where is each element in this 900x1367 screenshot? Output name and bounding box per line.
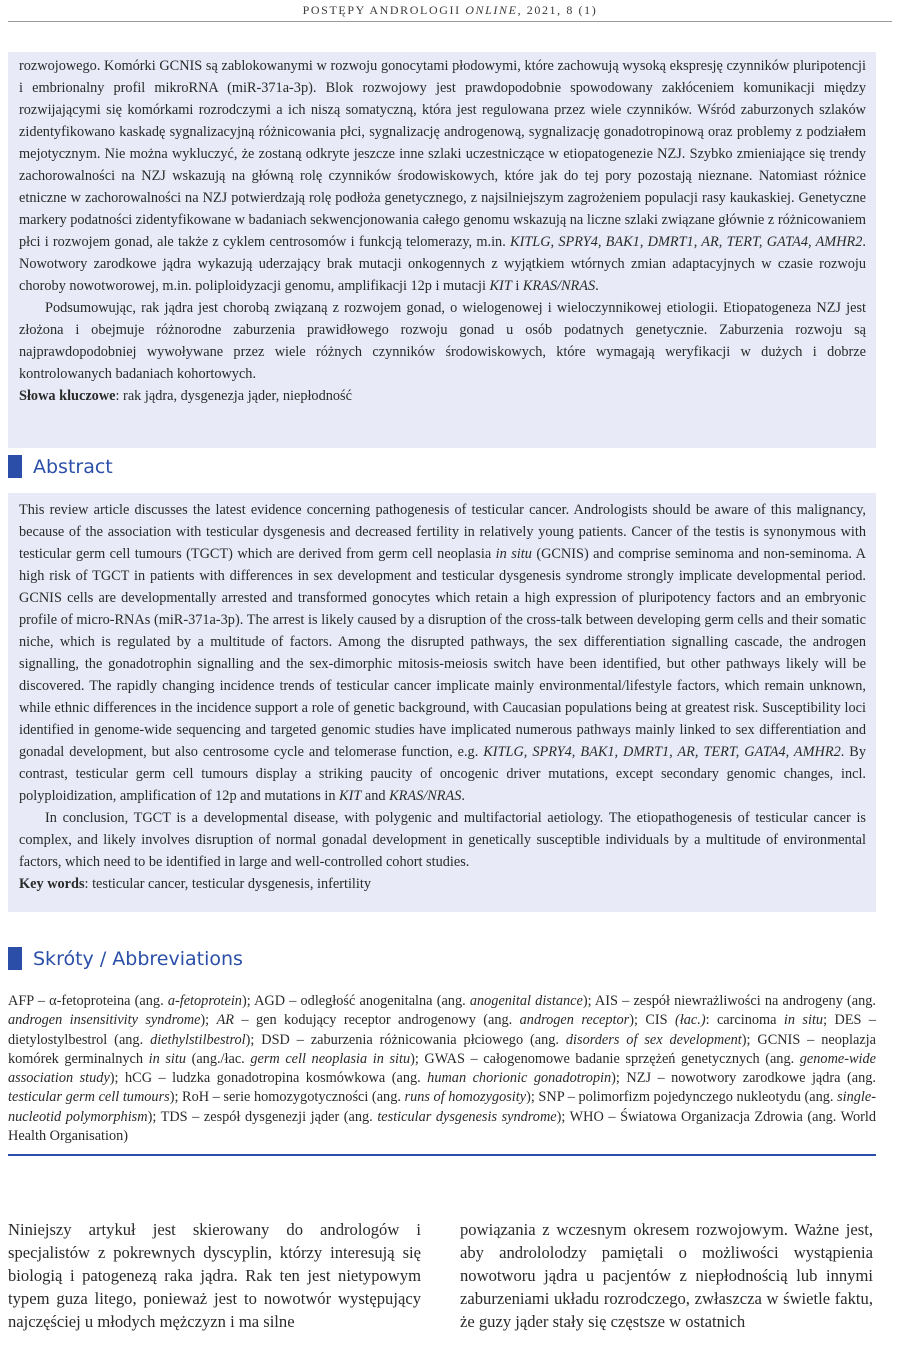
abbreviations-list (8, 992, 876, 1146)
abstract-gene-list: KITLG, SPRY4, BAK1, DMRT1, AR, TERT, GATA4, AMHR2 (483, 744, 841, 760)
heading-marker-icon (8, 947, 22, 970)
abbreviation-term-italic: genome-wide association study (8, 1050, 877, 1087)
polish-keywords-text: : rak jądra, dysgenezja jąder, niepłodność (115, 388, 352, 404)
abbreviation-text: : carcinoma (705, 1012, 784, 1029)
abbreviation-term-italic: androgen receptor (519, 1012, 630, 1029)
abbreviation-text: AFP – α-fetoproteina (ang. (8, 993, 168, 1009)
abstract-text: This review article discusses the latest evidence concerning pathogenesis of testicular cancer. Andrologists should be aware of this malignancy, because of the association with testicular dysgenesis and decreased fertility in relatively young patients. Cancer of the testis is synonymous with testicular germ cell tumours (TGCT) which are derived from germ cell neoplasia (19, 502, 866, 562)
abstract-paragraph-1 (19, 499, 866, 807)
abbreviation-text: ); hCG – ludzka gonadotropina kosmówkowa (ang. (109, 1070, 428, 1087)
abbreviation-text: ); SNP – polimorfizm pojedynczego nukleotydu (ang. (526, 1089, 838, 1106)
polish-gene-kit: KIT (489, 278, 512, 294)
abbreviation-term-italic: (łac.) (675, 1012, 706, 1029)
abbreviation-term-italic: AR (216, 1012, 235, 1029)
abbreviation-text: ); DSD – zaburzenia różnicowania płciowego (ang. (245, 1031, 566, 1048)
journal-issue: , 2021, 8 (1) (517, 3, 598, 17)
abbreviation-term-italic: in situ (783, 1012, 824, 1029)
english-abstract-panel (8, 493, 876, 912)
abstract-keywords-label: Key words (19, 876, 85, 892)
abbreviation-text: ); WHO – Światowa Organizacja Zdrowia (ang. World Health Organisation) (8, 1108, 877, 1145)
abbreviation-term-italic: androgen insensitivity syndrome (8, 1012, 201, 1029)
polish-abstract-paragraph-1 (19, 55, 866, 297)
abbreviation-text: (ang./łac. (185, 1050, 251, 1067)
body-column-left: Niniejszy artykuł jest skierowany do andrologów i specjalistów z pokrewnych dyscyplin, którzy interesują się biologią i patogenezą raka jądra. Rak ten jest nietypowym typem guza litego, ponieważ jest to nowotwór występujący najczęściej u młodych mężczyzn i ma silne (8, 1220, 421, 1331)
abbreviations-rule (8, 1154, 876, 1156)
polish-gene-list: KITLG, SPRY4, BAK1, DMRT1, AR, TERT, GATA4, AMHR2 (510, 234, 863, 250)
polish-abstract-panel (8, 52, 876, 448)
abbreviation-text: – gen kodujący receptor androgenowy (ang. (234, 1012, 520, 1029)
polish-abstract-text: . Nowotwory zarodkowe jądra wykazują uderzający brak mutacji onkogennych z wyjątkiem wtórnych zmian adaptacyjnych w czasie rozwoju choroby nowotworowej, m.in. poliploidyzacji genomu, amplifikacji 12p i mutacji (19, 234, 866, 294)
journal-online: ONLINE (465, 3, 518, 17)
abbreviation-text: ); NZJ – nowotwory zarodkowe jądra (ang. (611, 1070, 876, 1087)
abbreviation-term-italic: a-fetoprotein (167, 993, 242, 1009)
abbreviation-text: ); RoH – serie homozygotyczności (ang. (169, 1089, 405, 1106)
polish-abstract-paragraph-2: Podsumowując, rak jądra jest chorobą związaną z rozwojem gonad, o wielogenowej i wieloczynnikowej etiologii. Etiopatogeneza NZJ jest złożona i obejmuje różnorodne zaburzenia prawidłowego rozwoju gonad u osób podatnych genetycznie. Zaburzenia rozwoju są najprawdopodobniej wywoływane przez wiele różnych czynników środowiskowych, które wymagają weryfikacji w dużych i dobrze kontrolowanych badaniach kohortowych. (19, 300, 866, 382)
polish-keywords-label: Słowa kluczowe (19, 388, 116, 404)
polish-keywords (19, 385, 866, 407)
body-column-right: powiązania z wczesnym okresem rozwojowym. Ważne jest, aby andrololodzy pamiętali o możliwości wystąpienia nowotworu jądra u pacjentów z niepłodnością lub innymi zaburzeniami układu rozrodczego, zwłaszcza w świetle faktu, że guzy jąder stały się częstsze w ostatnich (460, 1220, 873, 1331)
abbreviation-term-italic: disorders of sex development (565, 1031, 742, 1048)
abbreviation-term-italic: germ cell neoplasia in situ (250, 1050, 411, 1067)
abstract-gene-kras: KRAS/NRAS (389, 788, 462, 804)
abstract-text: . (461, 788, 465, 804)
abbreviation-term-italic: diethylstilbestrol (150, 1031, 246, 1048)
abbreviation-text: ); GCNIS – neoplazja komórek germinalnych (8, 1031, 876, 1067)
abbreviation-text: ); AGD – odległość anogenitalna (ang. (241, 993, 470, 1009)
header-rule (8, 21, 892, 22)
abbreviation-term-italic: testicular dysgenesis syndrome (377, 1108, 557, 1125)
abstract-insitu: in situ (495, 546, 532, 562)
abstract-heading (8, 455, 113, 478)
heading-marker-icon (8, 455, 22, 478)
abstract-text: . By contrast, testicular germ cell tumours display a striking paucity of oncogenic driver mutations, except secondary genomic changes, incl. polyploidization, amplification of 12p and mutations in (19, 744, 866, 804)
abbreviation-text: ); TDS – zespół dysgenezji jąder (ang. (147, 1108, 378, 1125)
running-header (0, 3, 900, 18)
abstract-text: (GCNIS) and comprise seminoma and non-seminoma. A high risk of TGCT in patients with differences in sex development and testicular dysgenesis syndrome strongly implicate developmental period. GCNIS cells are developmentally arrested and transformed gonocytes which retain a high expression of pluripotency factors and an embryonic profile of micro-RNAs (miR-371a-3p). The arrest is likely caused by a disruption of the cross-talk between developing germ cells and their somatic niche, which is regulated by a multitude of factors. Among the disrupted pathways, the sex differentiation signalling cascade, the androgen signalling, the gonadotrophin signalling and the sex-dimorphic mitosis-meiosis switch have been identified, but other pathways likely will be discovered. The rapidly changing incidence trends of testicular cancer implicate mainly environmental/lifestyle factors, which remain unknown, while ethnic differences in the incidence support a role of genetic background, with Caucasian populations being at greatest risk. Susceptibility loci identified in genome-wide sequencing and targeted genomic studies have implicated numerous pathways mainly linked to sex differentiation and gonadal development, but also centrosome cycle and telomerase function, e.g. (19, 546, 866, 760)
abbreviations-heading (8, 947, 243, 970)
abstract-heading-text: Abstract (33, 455, 113, 478)
abstract-keywords-text: : testicular cancer, testicular dysgenesis, infertility (84, 876, 371, 892)
abbreviation-text: ); GWAS – całogenomowe badanie sprzężeń genetycznych (ang. (410, 1050, 800, 1067)
abstract-text: and (361, 788, 390, 804)
abbreviation-term-italic: human chorionic gonadotropin (427, 1070, 612, 1087)
polish-abstract-text: . (595, 278, 599, 294)
abbreviation-text: ; DES – dietylostylbestrol (ang. (8, 1012, 877, 1048)
polish-gene-kras: KRAS/NRAS (522, 278, 596, 294)
journal-name: POSTĘPY ANDROLOGII (302, 3, 466, 17)
abbreviation-term-italic: anogenital distance (469, 993, 583, 1009)
polish-abstract-text: i (511, 278, 523, 294)
abbreviation-text: ); AIS – zespół niewrażliwości na androgeny (ang. (582, 993, 876, 1009)
abstract-paragraph-2: In conclusion, TGCT is a developmental disease, with polygenic and multifactorial aetiology. The etiopathogenesis of testicular cancer is complex, and likely involves disruption of normal gonadal development in genetically susceptible individuals by a multitude of environmental factors, which need to be identified in large and well-controlled cohort studies. (19, 810, 866, 870)
abstract-keywords (19, 873, 866, 895)
abbreviation-term-italic: testicular germ cell tumours (8, 1089, 170, 1106)
abbreviation-term-italic: single-nucleotid polymorphism (8, 1089, 876, 1125)
polish-abstract-text: rozwojowego. Komórki GCNIS są zablokowanymi w rozwoju gonocytami płodowymi, które zachowują wysoką ekspresję czynników pluripotencji i embrionalny profil mikroRNA (miR-371a-3p). Blok rozwojowy jest prawdopodobnie spowodowany zakłóceniem komunikacji między rozwijającymi się komórkami rozrodczymi a ich niszą somatyczną, która jest regulowana przez wiele czynników. Wśród zaburzonych szlaków zidentyfikowano kaskadę sygnalizacyjną różnicowania płci, sygnalizację androgenową, sygnalizację gonadotropinową oraz problemy z podziałem mejotycznym. Nie można wykluczyć, że zostaną odkryte jeszcze inne szlaki uczestniczące w etiopatogenezie NZJ. Szybko zmieniające się trendy zachorowalności na NZJ wskazują na główną rolę czynników środowiskowych, które jak do tej pory pozostają nieznane. Natomiast różnice etniczne w zachorowalności na NZJ potwierdzają rolę podłoża genetycznego, z najsilniejszym zagrożeniem populacji rasy kaukaskiej. Genetyczne markery podatności zidentyfikowane w badaniach sekwencjonowania całego genomu wskazują na liczne szlaki związane głównie z różnicowaniem płci i rozwojem gonad, ale także z cyklem centrosomów i funkcją telomerazy, m.in. (19, 58, 866, 250)
abbreviation-term-italic: in situ (148, 1050, 186, 1067)
abbreviation-text: ); (200, 1012, 217, 1029)
abbreviation-term-italic: runs of homozygosity (404, 1089, 527, 1106)
abstract-gene-kit: KIT (339, 788, 362, 804)
abbreviations-heading-text: Skróty / Abbreviations (33, 947, 243, 970)
abbreviation-text: ); CIS (629, 1012, 676, 1029)
